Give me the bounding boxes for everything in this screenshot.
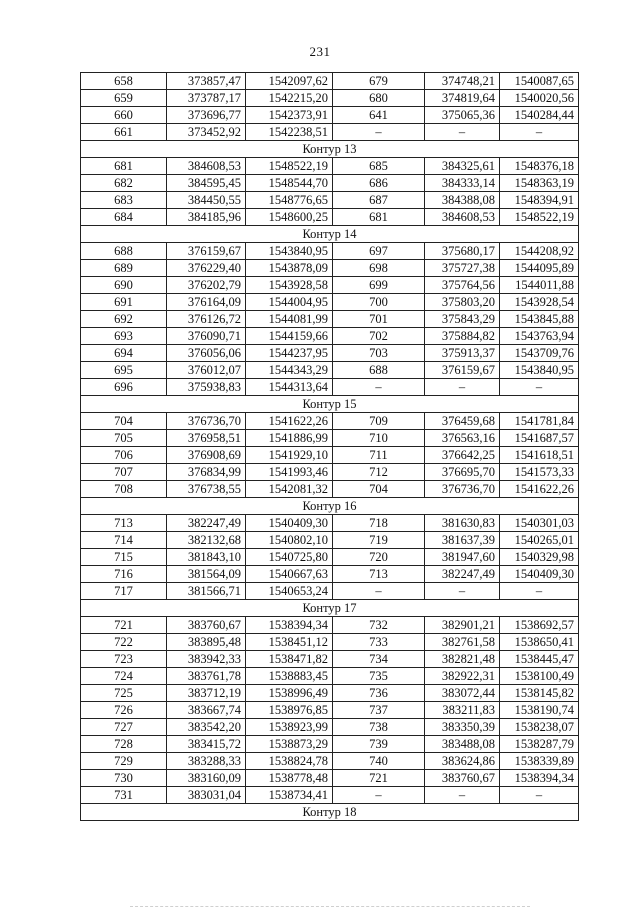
coord-y-cell: 1542238,51: [246, 124, 333, 141]
coord-y-cell: 1538238,07: [500, 719, 579, 736]
point-number-cell: 729: [81, 753, 167, 770]
coord-y-cell: 1543840,95: [500, 362, 579, 379]
coord-y-cell: 1541929,10: [246, 447, 333, 464]
point-number-cell: 699: [333, 277, 425, 294]
coord-y-cell: 1541993,46: [246, 464, 333, 481]
coord-y-cell: 1538976,85: [246, 702, 333, 719]
table-row: [81, 328, 579, 345]
coord-x-cell: 383415,72: [167, 736, 246, 753]
coord-x-cell: 384595,45: [167, 175, 246, 192]
table-row: [81, 736, 579, 753]
empty-cell-dash: –: [425, 787, 500, 804]
coord-y-cell: 1538996,49: [246, 685, 333, 702]
table-row: [81, 209, 579, 226]
point-number-cell: 685: [333, 158, 425, 175]
coord-x-cell: 383488,08: [425, 736, 500, 753]
coord-x-cell: 384608,53: [425, 209, 500, 226]
coord-x-cell: 376958,51: [167, 430, 246, 447]
empty-cell-dash: –: [333, 124, 425, 141]
table-row: [81, 362, 579, 379]
point-number-cell: 713: [333, 566, 425, 583]
point-number-cell: 686: [333, 175, 425, 192]
point-number-cell: 735: [333, 668, 425, 685]
table-row: [81, 668, 579, 685]
empty-cell-dash: –: [425, 583, 500, 600]
coord-y-cell: 1548394,91: [500, 192, 579, 209]
table-row: [81, 277, 579, 294]
coord-y-cell: 1543878,09: [246, 260, 333, 277]
page-number: 231: [309, 44, 331, 59]
coord-y-cell: 1540020,56: [500, 90, 579, 107]
table-row: [81, 430, 579, 447]
point-number-cell: 720: [333, 549, 425, 566]
coord-x-cell: 376159,67: [425, 362, 500, 379]
coord-x-cell: 375843,29: [425, 311, 500, 328]
coord-y-cell: 1538145,82: [500, 685, 579, 702]
coord-y-cell: 1538778,48: [246, 770, 333, 787]
coord-x-cell: 382132,68: [167, 532, 246, 549]
coord-x-cell: 376164,09: [167, 294, 246, 311]
table-row: [81, 107, 579, 124]
point-number-cell: 691: [81, 294, 167, 311]
coord-x-cell: 381564,09: [167, 566, 246, 583]
coord-y-cell: 1538883,45: [246, 668, 333, 685]
section-heading: Контур 18: [81, 804, 579, 821]
coord-y-cell: 1538287,79: [500, 736, 579, 753]
coord-y-cell: 1540802,10: [246, 532, 333, 549]
point-number-cell: 722: [81, 634, 167, 651]
section-heading: Контур 14: [81, 226, 579, 243]
coord-x-cell: 383211,83: [425, 702, 500, 719]
point-number-cell: 697: [333, 243, 425, 260]
coord-y-cell: 1540284,44: [500, 107, 579, 124]
coord-x-cell: 375764,56: [425, 277, 500, 294]
table-row: [81, 379, 579, 396]
coord-y-cell: 1541687,57: [500, 430, 579, 447]
point-number-cell: 687: [333, 192, 425, 209]
point-number-cell: 731: [81, 787, 167, 804]
coord-y-cell: 1538873,29: [246, 736, 333, 753]
point-number-cell: 740: [333, 753, 425, 770]
coord-y-cell: 1543763,94: [500, 328, 579, 345]
point-number-cell: 703: [333, 345, 425, 362]
coord-y-cell: 1544004,95: [246, 294, 333, 311]
coord-y-cell: 1538394,34: [246, 617, 333, 634]
section-row: [81, 226, 579, 243]
point-number-cell: 688: [333, 362, 425, 379]
point-number-cell: 706: [81, 447, 167, 464]
table-row: [81, 532, 579, 549]
point-number-cell: 739: [333, 736, 425, 753]
point-number-cell: 641: [333, 107, 425, 124]
coord-y-cell: 1541886,99: [246, 430, 333, 447]
coord-y-cell: 1538394,34: [500, 770, 579, 787]
coord-y-cell: 1538100,49: [500, 668, 579, 685]
coord-y-cell: 1541618,51: [500, 447, 579, 464]
coord-y-cell: 1538190,74: [500, 702, 579, 719]
coord-y-cell: 1548522,19: [246, 158, 333, 175]
table-row: [81, 73, 579, 90]
coord-x-cell: 383542,20: [167, 719, 246, 736]
point-number-cell: 727: [81, 719, 167, 736]
coord-y-cell: 1544011,88: [500, 277, 579, 294]
coord-y-cell: 1542373,91: [246, 107, 333, 124]
section-heading: Контур 13: [81, 141, 579, 158]
coord-x-cell: 381637,39: [425, 532, 500, 549]
point-number-cell: 684: [81, 209, 167, 226]
coord-x-cell: 381947,60: [425, 549, 500, 566]
table-row: [81, 158, 579, 175]
coord-x-cell: 375727,38: [425, 260, 500, 277]
coord-y-cell: 1543928,58: [246, 277, 333, 294]
table-row: [81, 192, 579, 209]
point-number-cell: 700: [333, 294, 425, 311]
coord-x-cell: 382922,31: [425, 668, 500, 685]
coord-y-cell: 1538734,41: [246, 787, 333, 804]
coord-x-cell: 373696,77: [167, 107, 246, 124]
coord-x-cell: 383288,33: [167, 753, 246, 770]
table-row: [81, 583, 579, 600]
point-number-cell: 738: [333, 719, 425, 736]
coord-x-cell: 373452,92: [167, 124, 246, 141]
coordinates-table: [80, 72, 579, 821]
point-number-cell: 689: [81, 260, 167, 277]
coord-x-cell: 376563,16: [425, 430, 500, 447]
coord-x-cell: 381566,71: [167, 583, 246, 600]
coord-x-cell: 375680,17: [425, 243, 500, 260]
coord-y-cell: 1541573,33: [500, 464, 579, 481]
point-number-cell: 704: [81, 413, 167, 430]
coord-y-cell: 1542081,32: [246, 481, 333, 498]
coord-x-cell: 382247,49: [425, 566, 500, 583]
coord-x-cell: 382761,58: [425, 634, 500, 651]
section-row: [81, 141, 579, 158]
point-number-cell: 733: [333, 634, 425, 651]
coord-x-cell: 382901,21: [425, 617, 500, 634]
coord-x-cell: 376056,06: [167, 345, 246, 362]
coord-x-cell: 375938,83: [167, 379, 246, 396]
point-number-cell: 679: [333, 73, 425, 90]
point-number-cell: 681: [333, 209, 425, 226]
table-row: [81, 447, 579, 464]
point-number-cell: 660: [81, 107, 167, 124]
point-number-cell: 694: [81, 345, 167, 362]
coord-y-cell: 1543840,95: [246, 243, 333, 260]
coord-x-cell: 384325,61: [425, 158, 500, 175]
table-row: [81, 175, 579, 192]
point-number-cell: 658: [81, 73, 167, 90]
table-row: [81, 617, 579, 634]
coord-x-cell: 383031,04: [167, 787, 246, 804]
point-number-cell: 688: [81, 243, 167, 260]
coord-x-cell: 384608,53: [167, 158, 246, 175]
coord-x-cell: 373857,47: [167, 73, 246, 90]
coord-x-cell: 383712,19: [167, 685, 246, 702]
table-row: [81, 481, 579, 498]
coord-x-cell: 376736,70: [167, 413, 246, 430]
table-row: [81, 243, 579, 260]
table-row: [81, 260, 579, 277]
point-number-cell: 723: [81, 651, 167, 668]
coord-x-cell: 374819,64: [425, 90, 500, 107]
coord-y-cell: 1538445,47: [500, 651, 579, 668]
empty-cell-dash: –: [333, 379, 425, 396]
coord-y-cell: 1548522,19: [500, 209, 579, 226]
point-number-cell: 696: [81, 379, 167, 396]
table-row: [81, 634, 579, 651]
coord-y-cell: 1540265,01: [500, 532, 579, 549]
coord-y-cell: 1538824,78: [246, 753, 333, 770]
coord-y-cell: 1548376,18: [500, 158, 579, 175]
point-number-cell: 724: [81, 668, 167, 685]
coord-y-cell: 1538451,12: [246, 634, 333, 651]
coord-y-cell: 1542097,62: [246, 73, 333, 90]
point-number-cell: 661: [81, 124, 167, 141]
table-row: [81, 345, 579, 362]
point-number-cell: 736: [333, 685, 425, 702]
coord-y-cell: 1544343,29: [246, 362, 333, 379]
empty-cell-dash: –: [333, 787, 425, 804]
empty-cell-dash: –: [500, 124, 579, 141]
coord-x-cell: 375884,82: [425, 328, 500, 345]
point-number-cell: 719: [333, 532, 425, 549]
coord-y-cell: 1538339,89: [500, 753, 579, 770]
coord-x-cell: 376012,07: [167, 362, 246, 379]
coord-x-cell: 376090,71: [167, 328, 246, 345]
coord-x-cell: 384333,14: [425, 175, 500, 192]
empty-cell-dash: –: [425, 379, 500, 396]
coord-x-cell: 383761,78: [167, 668, 246, 685]
coord-y-cell: 1540667,63: [246, 566, 333, 583]
table-row: [81, 549, 579, 566]
section-row: [81, 600, 579, 617]
point-number-cell: 695: [81, 362, 167, 379]
coord-x-cell: 384388,08: [425, 192, 500, 209]
coord-y-cell: 1548544,70: [246, 175, 333, 192]
point-number-cell: 716: [81, 566, 167, 583]
table-row: [81, 770, 579, 787]
table-row: [81, 685, 579, 702]
coord-y-cell: 1540329,98: [500, 549, 579, 566]
coord-x-cell: 383942,33: [167, 651, 246, 668]
coord-x-cell: 383624,86: [425, 753, 500, 770]
coord-y-cell: 1543928,54: [500, 294, 579, 311]
coord-y-cell: 1540409,30: [246, 515, 333, 532]
coord-y-cell: 1543845,88: [500, 311, 579, 328]
coord-x-cell: 373787,17: [167, 90, 246, 107]
point-number-cell: 725: [81, 685, 167, 702]
coord-x-cell: 376126,72: [167, 311, 246, 328]
table-row: [81, 702, 579, 719]
table-row: [81, 787, 579, 804]
coord-x-cell: 376642,25: [425, 447, 500, 464]
coord-x-cell: 384185,96: [167, 209, 246, 226]
point-number-cell: 712: [333, 464, 425, 481]
coord-y-cell: 1540409,30: [500, 566, 579, 583]
coord-x-cell: 382247,49: [167, 515, 246, 532]
point-number-cell: 681: [81, 158, 167, 175]
coord-y-cell: 1548776,65: [246, 192, 333, 209]
coord-x-cell: 383072,44: [425, 685, 500, 702]
point-number-cell: 693: [81, 328, 167, 345]
point-number-cell: 707: [81, 464, 167, 481]
coord-y-cell: 1541622,26: [500, 481, 579, 498]
table-row: [81, 90, 579, 107]
point-number-cell: 659: [81, 90, 167, 107]
point-number-cell: 690: [81, 277, 167, 294]
section-row: [81, 498, 579, 515]
table-row: [81, 515, 579, 532]
coord-y-cell: 1538650,41: [500, 634, 579, 651]
point-number-cell: 726: [81, 702, 167, 719]
point-number-cell: 732: [333, 617, 425, 634]
coord-x-cell: 376202,79: [167, 277, 246, 294]
coord-x-cell: 383667,74: [167, 702, 246, 719]
coord-y-cell: 1541781,84: [500, 413, 579, 430]
point-number-cell: 701: [333, 311, 425, 328]
coord-y-cell: 1544313,64: [246, 379, 333, 396]
coordinates-table-body: [81, 73, 579, 821]
coord-y-cell: 1544095,89: [500, 260, 579, 277]
point-number-cell: 711: [333, 447, 425, 464]
coord-x-cell: 383760,67: [425, 770, 500, 787]
point-number-cell: 710: [333, 430, 425, 447]
coord-x-cell: 381843,10: [167, 549, 246, 566]
section-row: [81, 804, 579, 821]
coord-x-cell: 376459,68: [425, 413, 500, 430]
coord-x-cell: 375913,37: [425, 345, 500, 362]
section-heading: Контур 17: [81, 600, 579, 617]
point-number-cell: 728: [81, 736, 167, 753]
point-number-cell: 692: [81, 311, 167, 328]
point-number-cell: 721: [81, 617, 167, 634]
coord-x-cell: 375803,20: [425, 294, 500, 311]
table-row: [81, 719, 579, 736]
coord-x-cell: 383160,09: [167, 770, 246, 787]
point-number-cell: 730: [81, 770, 167, 787]
point-number-cell: 718: [333, 515, 425, 532]
empty-cell-dash: –: [500, 583, 579, 600]
coord-y-cell: 1540301,03: [500, 515, 579, 532]
coord-y-cell: 1540725,80: [246, 549, 333, 566]
coord-x-cell: 376229,40: [167, 260, 246, 277]
section-heading: Контур 15: [81, 396, 579, 413]
section-heading: Контур 16: [81, 498, 579, 515]
coord-y-cell: 1544081,99: [246, 311, 333, 328]
coord-y-cell: 1541622,26: [246, 413, 333, 430]
table-row: [81, 124, 579, 141]
point-number-cell: 698: [333, 260, 425, 277]
point-number-cell: 683: [81, 192, 167, 209]
table-row: [81, 464, 579, 481]
point-number-cell: 717: [81, 583, 167, 600]
coord-y-cell: 1538923,99: [246, 719, 333, 736]
point-number-cell: 737: [333, 702, 425, 719]
coord-x-cell: 375065,36: [425, 107, 500, 124]
empty-cell-dash: –: [500, 379, 579, 396]
coord-y-cell: 1543709,76: [500, 345, 579, 362]
point-number-cell: 682: [81, 175, 167, 192]
table-row: [81, 651, 579, 668]
coord-x-cell: 382821,48: [425, 651, 500, 668]
coord-x-cell: 376736,70: [425, 481, 500, 498]
table-row: [81, 566, 579, 583]
empty-cell-dash: –: [333, 583, 425, 600]
coord-y-cell: 1544237,95: [246, 345, 333, 362]
table-row: [81, 294, 579, 311]
coord-x-cell: 383760,67: [167, 617, 246, 634]
coord-x-cell: 374748,21: [425, 73, 500, 90]
coord-y-cell: 1538471,82: [246, 651, 333, 668]
point-number-cell: 734: [333, 651, 425, 668]
coord-x-cell: 376908,69: [167, 447, 246, 464]
coord-x-cell: 376159,67: [167, 243, 246, 260]
empty-cell-dash: –: [500, 787, 579, 804]
coord-y-cell: 1540087,65: [500, 73, 579, 90]
coord-y-cell: 1544208,92: [500, 243, 579, 260]
coord-x-cell: 376834,99: [167, 464, 246, 481]
scan-artifact-line: [130, 906, 530, 908]
point-number-cell: 702: [333, 328, 425, 345]
coord-x-cell: 384450,55: [167, 192, 246, 209]
coord-y-cell: 1544159,66: [246, 328, 333, 345]
table-row: [81, 753, 579, 770]
coord-y-cell: 1548363,19: [500, 175, 579, 192]
empty-cell-dash: –: [425, 124, 500, 141]
table-row: [81, 413, 579, 430]
coord-x-cell: 376695,70: [425, 464, 500, 481]
coord-x-cell: 383895,48: [167, 634, 246, 651]
coord-x-cell: 383350,39: [425, 719, 500, 736]
point-number-cell: 708: [81, 481, 167, 498]
coord-x-cell: 381630,83: [425, 515, 500, 532]
coord-y-cell: 1548600,25: [246, 209, 333, 226]
section-row: [81, 396, 579, 413]
point-number-cell: 709: [333, 413, 425, 430]
point-number-cell: 721: [333, 770, 425, 787]
coord-y-cell: 1540653,24: [246, 583, 333, 600]
coord-y-cell: 1538692,57: [500, 617, 579, 634]
point-number-cell: 714: [81, 532, 167, 549]
point-number-cell: 705: [81, 430, 167, 447]
table-row: [81, 311, 579, 328]
coord-x-cell: 376738,55: [167, 481, 246, 498]
point-number-cell: 713: [81, 515, 167, 532]
point-number-cell: 715: [81, 549, 167, 566]
point-number-cell: 680: [333, 90, 425, 107]
point-number-cell: 704: [333, 481, 425, 498]
coord-y-cell: 1542215,20: [246, 90, 333, 107]
